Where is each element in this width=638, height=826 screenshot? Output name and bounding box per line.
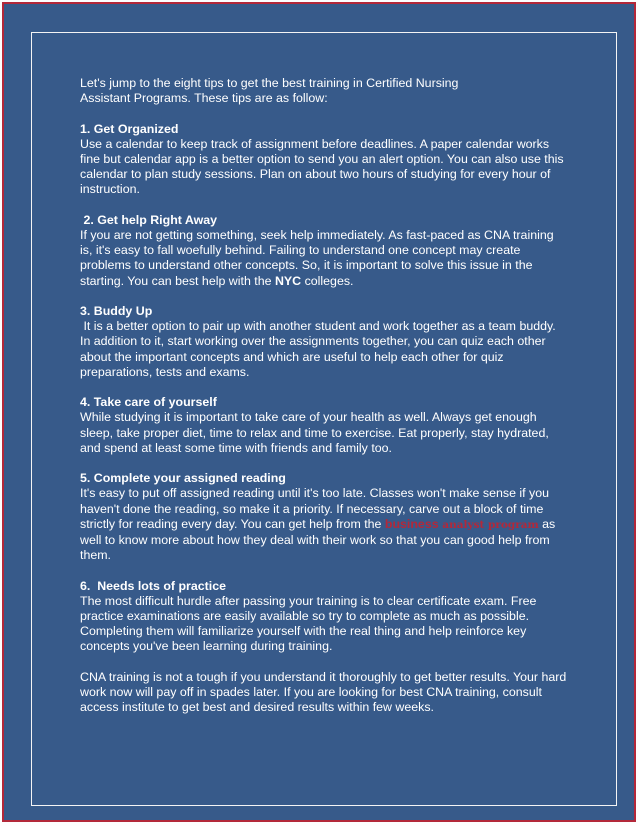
section-body: The most difficult hurdle after passing your training is to clear certificate exam. Free practice examinations are easily available so try to complete as much as possible. Completing them will familiarize yourself with the real thing and help reinforce key concepts you've been learning during training. [80,593,537,654]
section-heading: 3. Buddy Up [80,304,153,318]
section-heading: 6. Needs lots of practice [80,578,226,593]
page-frame [2,2,636,822]
section-body-end: colleges. [301,273,354,288]
intro-line-2: Assistant Programs. These tips are as follow: [80,91,328,106]
section-assigned-reading [80,471,568,563]
intro-line-1: Let's jump to the eight tips to get the best training in Certified Nursing [80,76,459,90]
section-body-end: as well to know more about how they deal with their work so that you can good help from them. [80,516,556,563]
section-get-help [80,213,568,289]
section-body: It is a better option to pair up with another student and work together as a team buddy. In addition to it, start working over the assignments together, you can quiz each other about the important concepts and which are useful to help each other for quiz preparations, tests and exams. [80,319,560,379]
section-heading: 4. Take care of yourself [80,395,217,410]
nyc-emphasis: NYC [274,273,302,288]
closing-paragraph: CNA training is not a tough if you understand it thoroughly to get better results. Your hard work now will pay off in spades later. If you are looking for best CNA training, consult access institute to get best and desired results within few weeks. [80,669,567,715]
section-heading: 2. Get help Right Away [80,212,218,227]
analyst-program-link[interactable]: analyst program [438,518,539,531]
section-practice [80,579,568,655]
section-body: It's easy to put off assigned reading until it's too late. Classes won't make sense if you haven't done the reading, so make it a priority. If necessary, carve out a block of time strictly for reading every day. You can get help from the [80,486,550,531]
section-heading: 5. Complete your assigned reading [80,471,286,486]
business-link[interactable]: business [384,516,439,531]
section-buddy-up [80,304,568,380]
section-heading: 1. Get Organized [80,121,179,136]
section-body: Use a calendar to keep track of assignment before deadlines. A paper calendar works fine but calendar app is a better option to send you an alert option. You can also use this calendar to plan study sessions. Plan on about two hours of studying for every hour of instruction. [80,136,564,197]
section-take-care [80,395,568,456]
section-get-organized [80,122,568,198]
section-body: If you are not getting something, seek help immediately. As fast-paced as CNA training is, it's easy to fall woefully behind. Failing to understand one concept may create problems to understand other concepts. So, it is important to solve this issue in the starting. You can best help with the [80,228,554,288]
intro-paragraph [80,76,568,106]
section-body: While studying it is important to take care of your health as well. Always get enough sleep, take proper diet, time to relax and time to exercise. Eat properly, stay hydrated, and spend at least some time with friends and family too. [80,410,549,455]
document-body [80,76,568,731]
